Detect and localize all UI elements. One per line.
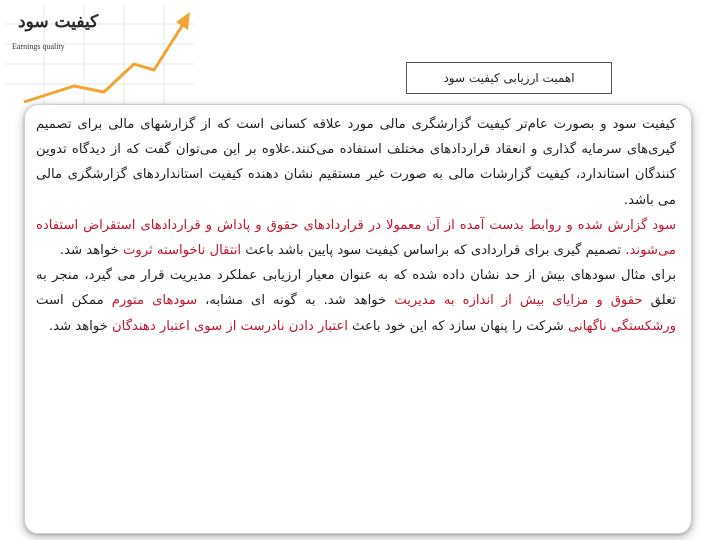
body-segment: شرکت را پنهان سازد که این خود باعث [347, 318, 568, 334]
highlight-text: سود گزارش شده و روابط بدست آمده از آن معمولا در قراردادهای حقوق و پاداش و قراردادهای استقراض استفاده می‌شوند. [36, 217, 676, 259]
slide-title: اهمیت ارزیابی کیفیت سود [406, 62, 612, 94]
highlight-text: انتقال ناخواسته ثروت [122, 243, 242, 259]
body-segment: خواهد شد. به گونه ای مشابه، [197, 293, 395, 309]
body-text [36, 112, 676, 339]
logo [4, 4, 204, 104]
body-segment: تصمیم گیری برای قراردادی که براساس کیفیت سود پایین باشد باعث [241, 243, 626, 259]
highlight-text: اعتبار دادن نادرست از سوی اعتبار دهندگان [112, 318, 348, 334]
paragraph-2 [36, 213, 676, 263]
body-segment: خواهد شد. [59, 243, 123, 259]
paragraph-1: کیفیت سود و بصورت عام‌تر کیفیت گزارشگری مالی مورد علاقه کسانی است که از گزارشهای مالی برای تصمیم گیری‌های سرمایه گذاری و انعقاد قراردادهای مختلف استفاده می‌کنند.علاوه بر این می‌توان گفت که از دیدگاه تدوین کنندگان استاندارد، کیفیت گزارشات مالی به صورت غیر مستقیم نشان دهنده کیفیت استانداردهای گزارشگری مالی می باشد. [36, 117, 676, 208]
highlight-text: ورشکستگی ناگهانی [567, 318, 676, 334]
body-segment: برای مثال سودهای بیش از حد نشان داده شده که به عنوان معیار ارزیابی عملکرد مدیریت قرار می گیرد، منجر به تعلق [36, 268, 676, 309]
body-segment: ممکن است [36, 293, 112, 309]
highlight-text: سودهای متورم [111, 293, 198, 309]
paragraph-3 [36, 263, 676, 339]
logo-title: کیفیت سود [18, 12, 99, 32]
body-segment: خواهد شد. [48, 318, 112, 334]
logo-subtitle: Earnings quality [12, 42, 65, 51]
highlight-text: حقوق و مزایای بیش از اندازه به مدیریت [394, 293, 643, 309]
